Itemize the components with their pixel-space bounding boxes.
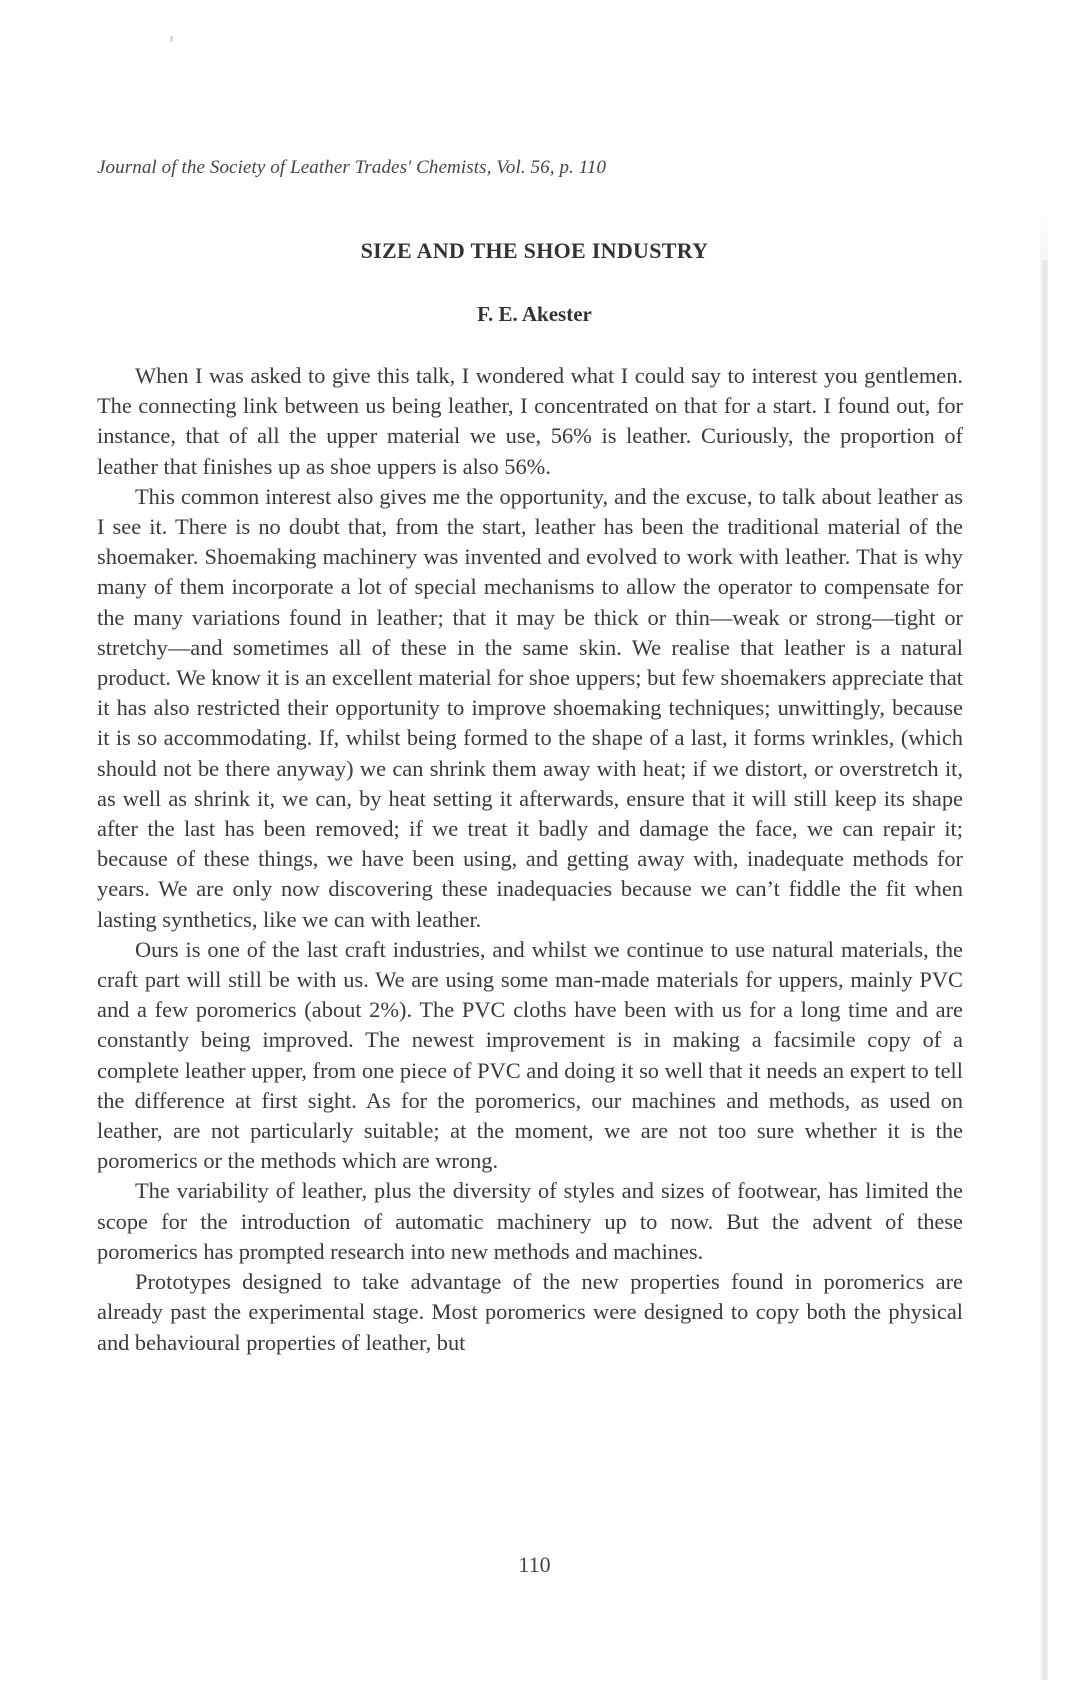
paragraph: Prototypes designed to take advantage of the new properties found in poromerics are already past the experimental stage. Most poromerics were designed to copy both the physical and behavioural properties of leather, but <box>97 1269 963 1355</box>
paragraph: The variability of leather, plus the diversity of styles and sizes of footwear, has limited the scope for the introduction of automatic machinery up to now. But the advent of these poromerics has prompted research into new methods and machines. <box>97 1178 963 1264</box>
scan-speck <box>170 36 173 42</box>
scan-edge-shadow <box>1040 260 1048 1680</box>
article-author: F. E. Akester <box>477 302 592 326</box>
running-head: Journal of the Society of Leather Trades' Chemists, Vol. 56, p. 110 <box>97 157 607 178</box>
article-body <box>97 361 963 1358</box>
paragraph: Ours is one of the last craft industries, and whilst we continue to use natural materials, the craft part will still be with us. We are using some man-made materials for uppers, mainly PVC and a few poromerics (about 2%). The PVC cloths have been with us for a long time and are constantly being improved. The newest improvement is in making a facsimile copy of a complete leather upper, from one piece of PVC and doing it so well that it needs an expert to tell the difference at first sight. As for the poromerics, our machines and methods, as used on leather, are not particularly suitable; at the moment, we are not too sure whether it is the poromerics or the methods which are wrong. <box>97 936 963 1174</box>
article-title: SIZE AND THE SHOE INDUSTRY <box>360 238 709 263</box>
page-number: 110 <box>518 1552 551 1577</box>
paragraph: This common interest also gives me the opportunity, and the excuse, to talk about leather as I see it. There is no doubt that, from the start, leather has been the traditional material of the shoemaker. Shoemaking machinery was invented and evolved to work with leather. That is why many of them incorporate a lot of special mechanisms to allow the operator to compensate for the many variations found in leather; that it may be thick or thin—weak or strong—tight or stretchy—and sometimes all of these in the same skin. We realise that leather is a natural product. We know it is an excellent material for shoe uppers; but few shoemakers appreciate that it has also restricted their opportunity to improve shoemaking techniques; unwittingly, because it is so accommodating. If, whilst being formed to the shape of a last, it forms wrinkles, (which should not be there anyway) we can shrink them away with heat; if we distort, or overstretch it, as well as shrink it, we can, by heat setting it afterwards, ensure that it will still keep its shape after the last has been removed; if we treat it badly and damage the face, we can repair it; because of these things, we have been using, and getting away with, inadequate methods for years. We are only now discovering these inadequacies because we can’t fiddle the fit when lasting synthetics, like we can with leather. <box>97 483 963 932</box>
paragraph: When I was asked to give this talk, I wondered what I could say to interest you gentlemen. The connecting link between us being leather, I concentrated on that for a start. I found out, for instance, that of all the upper material we use, 56% is leather. Curiously, the proportion of leather that finishes up as shoe uppers is also 56%. <box>97 363 963 479</box>
